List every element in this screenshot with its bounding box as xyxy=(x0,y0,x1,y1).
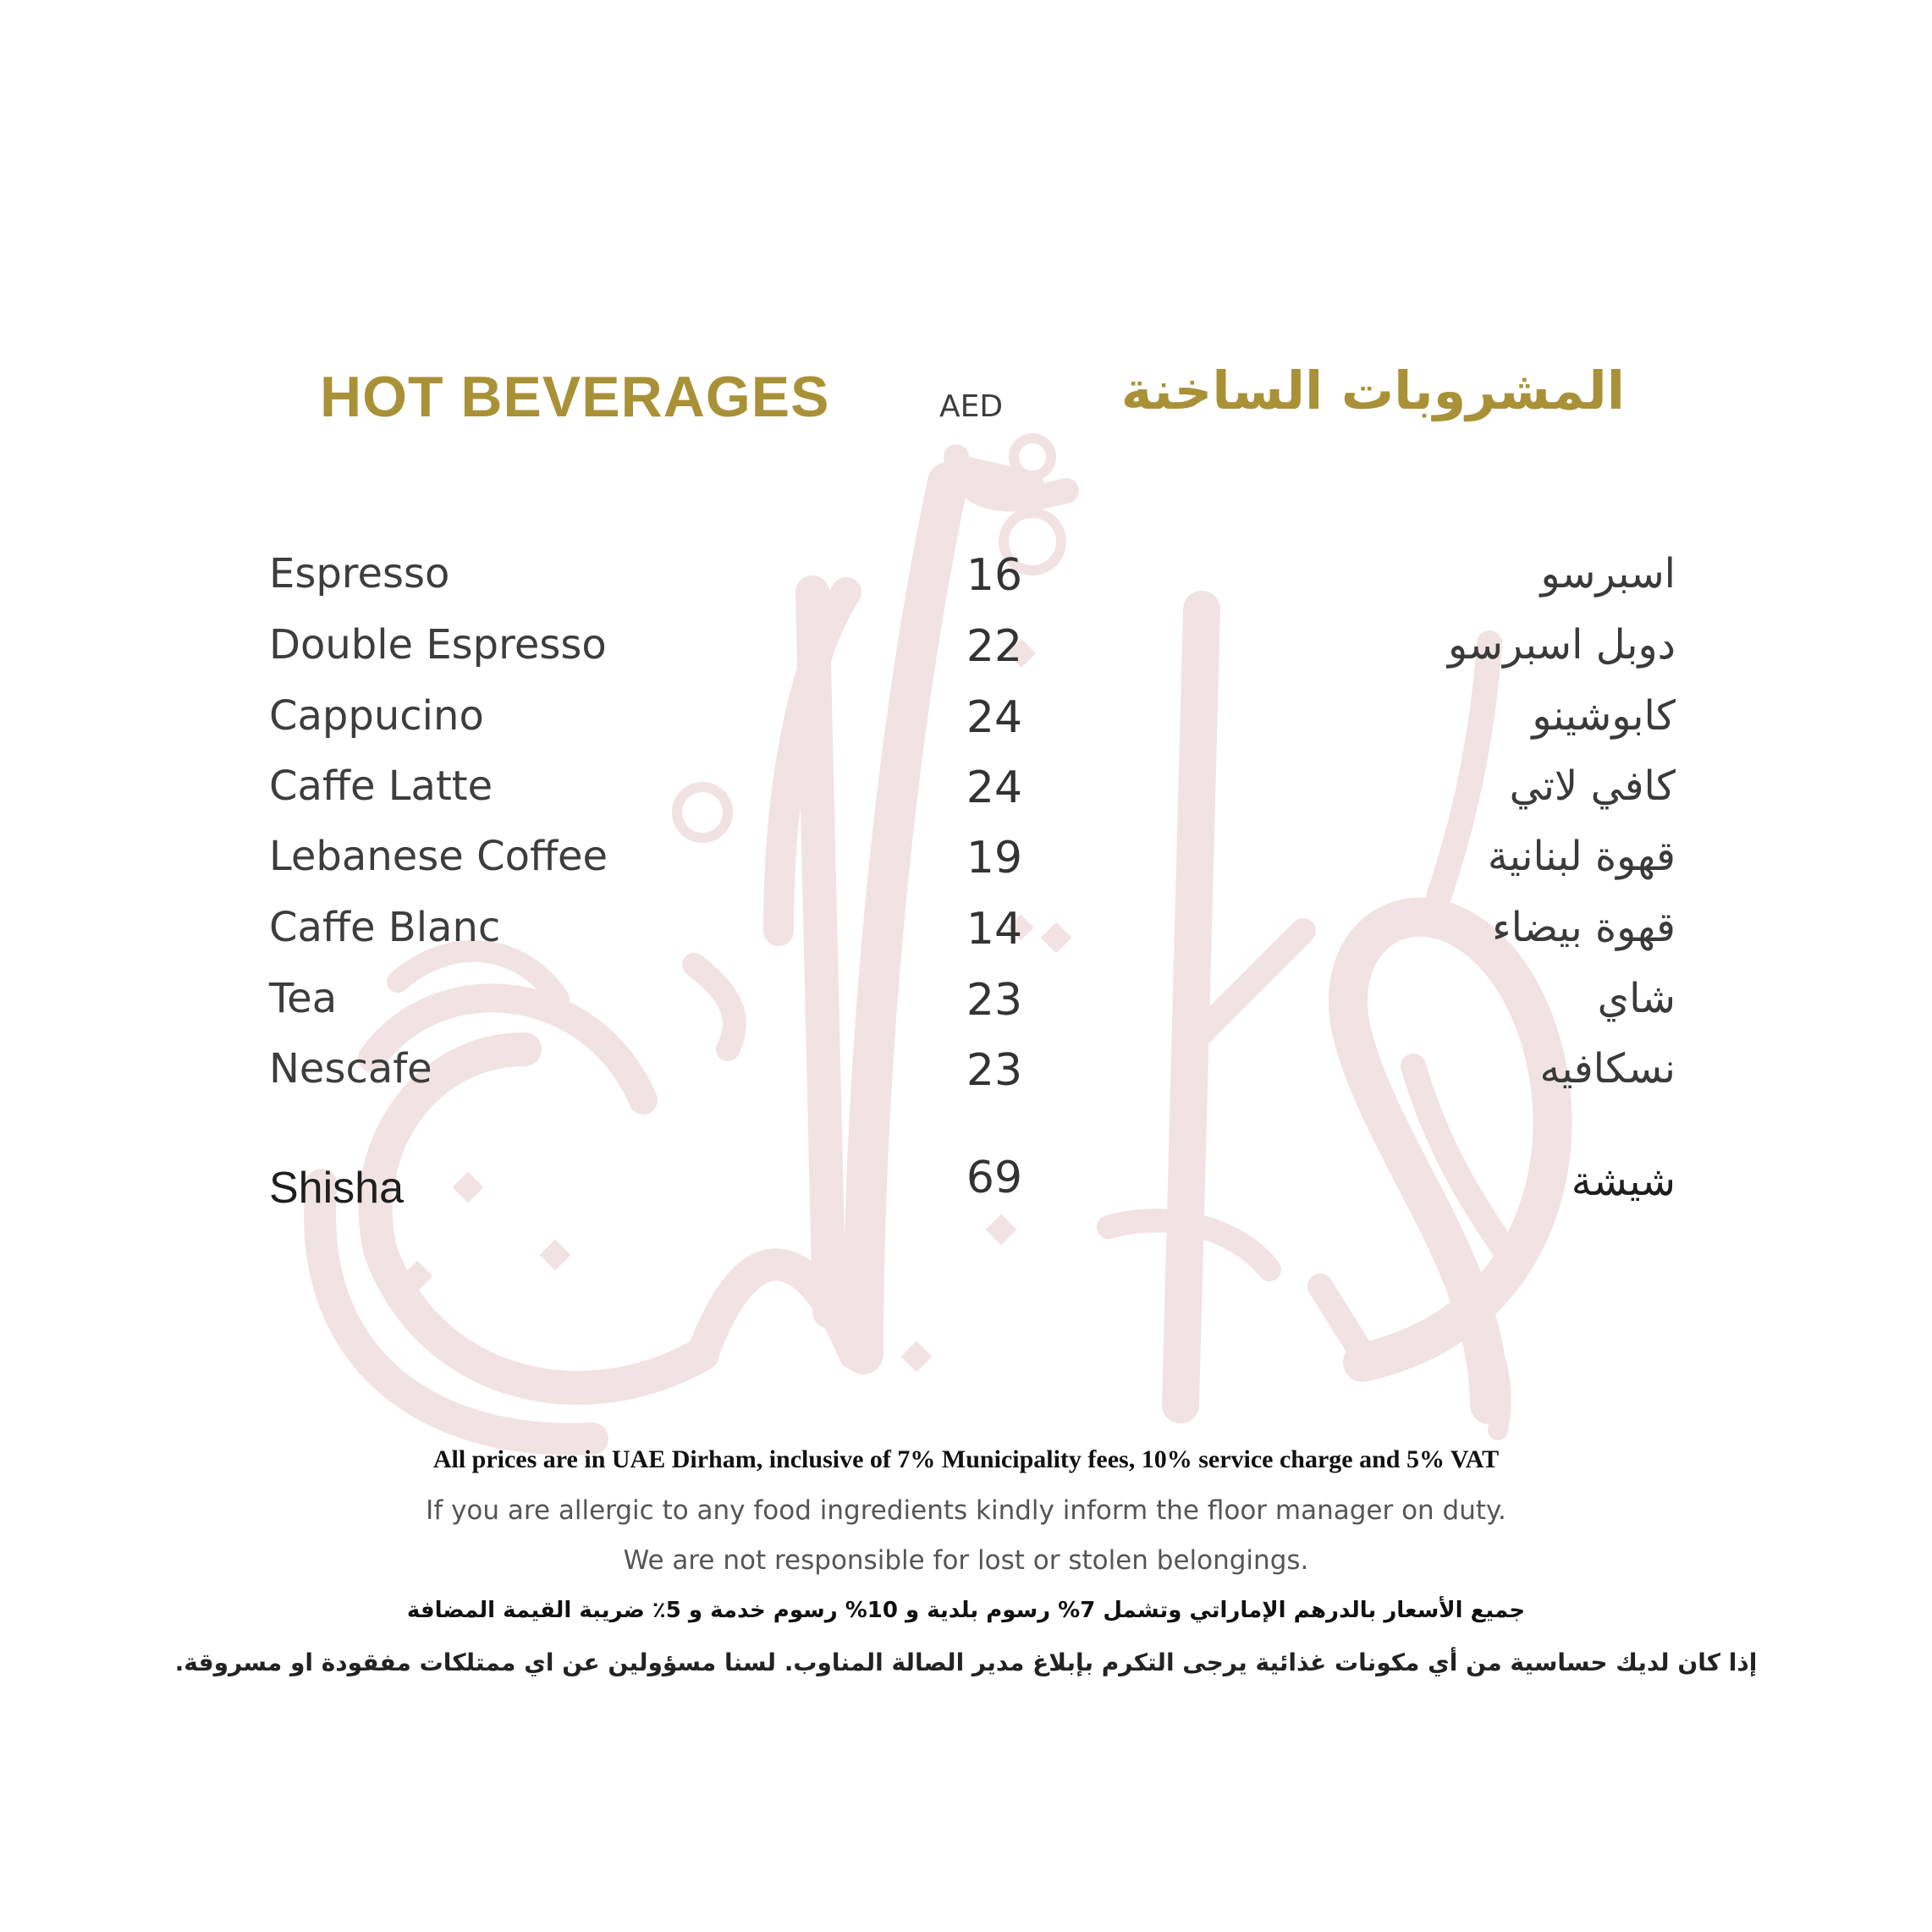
item-price: 69 xyxy=(966,1153,1023,1203)
item-price: 16 xyxy=(966,550,1023,601)
currency-label: AED xyxy=(939,389,1004,424)
menu-item-caffe-blanc xyxy=(0,904,1932,975)
allergy-note-en: If you are allergic to any food ingredients kindly inform the floor manager on duty. xyxy=(426,1495,1506,1526)
item-price: 22 xyxy=(966,621,1023,672)
item-name-en: Cappucino xyxy=(269,692,484,740)
page-title-en: HOT BEVERAGES xyxy=(320,365,830,429)
item-price: 23 xyxy=(966,975,1023,1026)
menu-item-shisha xyxy=(0,1153,1932,1229)
item-name-en: Caffe Blanc xyxy=(269,904,501,951)
allergy-note-ar: إذا كان لديك حساسية من أي مكونات غذائية يرجى التكرم بإبلاغ مدير الصالة المناوب. لسنا مسؤولين عن اي ممتلكات مفقودة او مسروقة. xyxy=(174,1649,1758,1676)
item-name-en: Lebanese Coffee xyxy=(269,833,608,880)
item-name-ar: كافي لاتي xyxy=(1509,762,1676,810)
item-name-en: Double Espresso xyxy=(269,621,607,669)
page-title-ar: المشروبات الساخنة xyxy=(1120,360,1625,421)
item-price: 23 xyxy=(966,1045,1023,1096)
prices-note-en: All prices are in UAE Dirham, inclusive of 7% Municipality fees, 10% service charge and 5% VAT xyxy=(432,1445,1500,1473)
item-name-ar: نسكافيه xyxy=(1539,1045,1676,1093)
item-name-en: Shisha xyxy=(269,1164,404,1213)
item-name-en: Caffe Latte xyxy=(269,762,493,810)
item-name-ar: قهوة لبنانية xyxy=(1487,833,1676,880)
item-name-ar: كابوشينو xyxy=(1532,692,1676,740)
item-price: 14 xyxy=(966,904,1023,955)
item-name-ar: دوبل اسبرسو xyxy=(1447,621,1676,669)
menu-item-cappucino xyxy=(0,692,1932,763)
item-name-ar: اسبرسو xyxy=(1540,550,1676,597)
item-price: 24 xyxy=(966,692,1023,743)
belongings-note-en: We are not responsible for lost or stolen belongings. xyxy=(623,1545,1309,1576)
item-name-en: Tea xyxy=(269,975,338,1022)
menu-item-caffe-latte xyxy=(0,762,1932,834)
item-price: 19 xyxy=(966,833,1023,883)
menu-item-tea xyxy=(0,975,1932,1046)
item-name-en: Espresso xyxy=(269,550,450,597)
item-name-en: Nescafe xyxy=(269,1045,432,1093)
item-price: 24 xyxy=(966,762,1023,813)
menu-item-lebanese-coffee xyxy=(0,833,1932,904)
item-name-ar: قهوة بيضاء xyxy=(1492,904,1676,951)
item-name-ar: شاي xyxy=(1597,975,1676,1022)
item-name-ar: شيشة xyxy=(1571,1158,1676,1205)
menu-item-nescafe xyxy=(0,1045,1932,1116)
menu-item-espresso xyxy=(0,550,1932,621)
prices-note-ar: جميع الأسعار بالدرهم الإماراتي وتشمل 7% رسوم بلدية و 10% رسوم خدمة و 5٪ ضريبة القيمة المضافة xyxy=(406,1598,1526,1623)
menu-item-double-espresso xyxy=(0,621,1932,692)
